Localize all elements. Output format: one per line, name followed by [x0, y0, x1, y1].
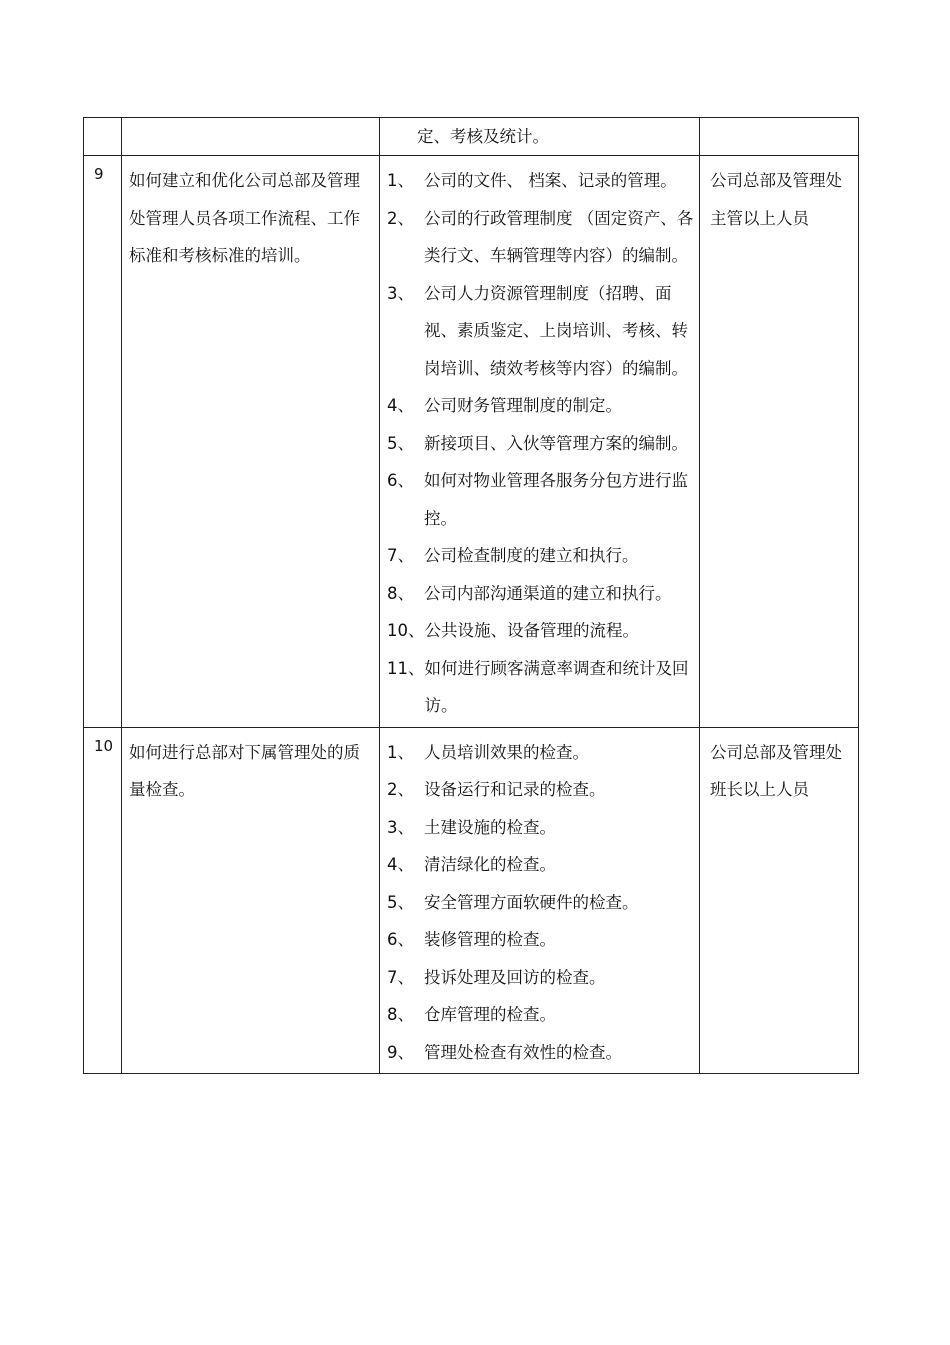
list-item — [387, 387, 695, 425]
list-item — [387, 921, 695, 959]
item-text: 安全管理方面软硬件的检查。 — [424, 892, 639, 912]
topic-cell — [122, 727, 380, 1074]
item-number: 3、 — [387, 283, 414, 303]
list-item — [387, 846, 695, 884]
content-cell — [380, 156, 700, 728]
training-plan-table — [83, 117, 859, 1074]
list-item — [387, 1034, 695, 1072]
item-text: 公司的行政管理制度 （固定资产、各类行文、车辆管理等内容）的编制。 — [424, 208, 694, 265]
table-row — [84, 156, 859, 728]
item-text: 人员培训效果的检查。 — [424, 742, 589, 762]
target-cell — [700, 156, 859, 728]
content-cell — [380, 727, 700, 1074]
item-text: 定、考核及统计。 — [417, 127, 549, 146]
row-number-cell — [84, 156, 122, 728]
item-text: 公司检查制度的建立和执行。 — [424, 546, 639, 565]
item-text: 公司的文件、 档案、记录的管理。 — [424, 171, 677, 190]
item-number: 1、 — [387, 742, 414, 762]
list-item — [387, 612, 695, 650]
item-text: 公司内部沟通渠道的建立和执行。 — [424, 583, 672, 603]
item-text: 清洁绿化的检查。 — [424, 855, 556, 874]
content-cell — [380, 118, 700, 156]
list-item — [387, 462, 695, 537]
topic-text: 如何进行总部对下属管理处的质量检查。 — [129, 742, 360, 799]
list-item — [387, 200, 695, 275]
list-item — [387, 425, 695, 463]
list-item — [387, 959, 695, 997]
row-number: 10 — [94, 736, 114, 755]
item-number: 8、 — [387, 1005, 414, 1024]
item-number: 6、 — [387, 471, 414, 490]
item-number: 4、 — [387, 855, 414, 874]
target-audience: 公司总部及管理处主管以上人员 — [710, 171, 842, 228]
item-text: 投诉处理及回访的检查。 — [424, 967, 606, 987]
item-text: 装修管理的检查。 — [424, 930, 556, 949]
list-item — [387, 884, 695, 922]
item-number: 5、 — [387, 433, 414, 453]
item-number: 7、 — [387, 546, 414, 565]
row-number-cell — [84, 118, 122, 156]
topic-cell — [122, 156, 380, 728]
item-number: 8、 — [387, 583, 414, 603]
item-text: 公司财务管理制度的制定。 — [424, 396, 622, 415]
target-cell — [700, 118, 859, 156]
item-text: 如何进行顾客满意率调查和统计及回访。 — [424, 658, 689, 715]
item-number: 11、 — [387, 658, 425, 678]
row-number: 9 — [94, 165, 104, 183]
item-number: 6、 — [387, 930, 414, 949]
item-number: 1、 — [387, 171, 414, 190]
list-item — [387, 575, 695, 613]
target-audience: 公司总部及管理处班长以上人员 — [710, 742, 842, 799]
list-item — [387, 162, 695, 200]
list-item — [387, 275, 695, 388]
item-text: 如何对物业管理各服务分包方进行监控。 — [424, 471, 688, 528]
row-number-cell — [84, 727, 122, 1074]
table-row — [84, 727, 859, 1074]
list-item — [387, 734, 695, 772]
item-number: 5、 — [387, 892, 414, 912]
item-number: 9、 — [387, 1042, 414, 1062]
list-item — [387, 118, 695, 155]
list-item — [387, 650, 695, 725]
item-number: 3、 — [387, 817, 414, 837]
table-row — [84, 118, 859, 156]
item-text: 管理处检查有效性的检查。 — [424, 1042, 622, 1062]
item-number: 2、 — [387, 780, 414, 799]
target-cell — [700, 727, 859, 1074]
item-number: 10、 — [387, 621, 425, 640]
item-text: 设备运行和记录的检查。 — [424, 780, 606, 799]
topic-text: 如何建立和优化公司总部及管理处管理人员各项工作流程、工作标准和考核标准的培训。 — [129, 171, 360, 265]
item-text: 土建设施的检查。 — [424, 817, 556, 837]
list-item — [387, 809, 695, 847]
item-number: 4、 — [387, 396, 414, 415]
topic-cell — [122, 118, 380, 156]
item-number: 2、 — [387, 208, 414, 228]
list-item — [387, 537, 695, 575]
item-text: 公共设施、设备管理的流程。 — [424, 621, 639, 640]
item-text: 新接项目、入伙等管理方案的编制。 — [424, 433, 688, 453]
list-item — [387, 771, 695, 809]
item-number — [387, 118, 417, 155]
item-text: 公司人力资源管理制度（招聘、面视、素质鉴定、上岗培训、考核、转岗培训、绩效考核等内容）的编制。 — [424, 283, 688, 378]
list-item — [387, 996, 695, 1034]
item-text: 仓库管理的检查。 — [424, 1005, 556, 1024]
item-number: 7、 — [387, 967, 414, 987]
